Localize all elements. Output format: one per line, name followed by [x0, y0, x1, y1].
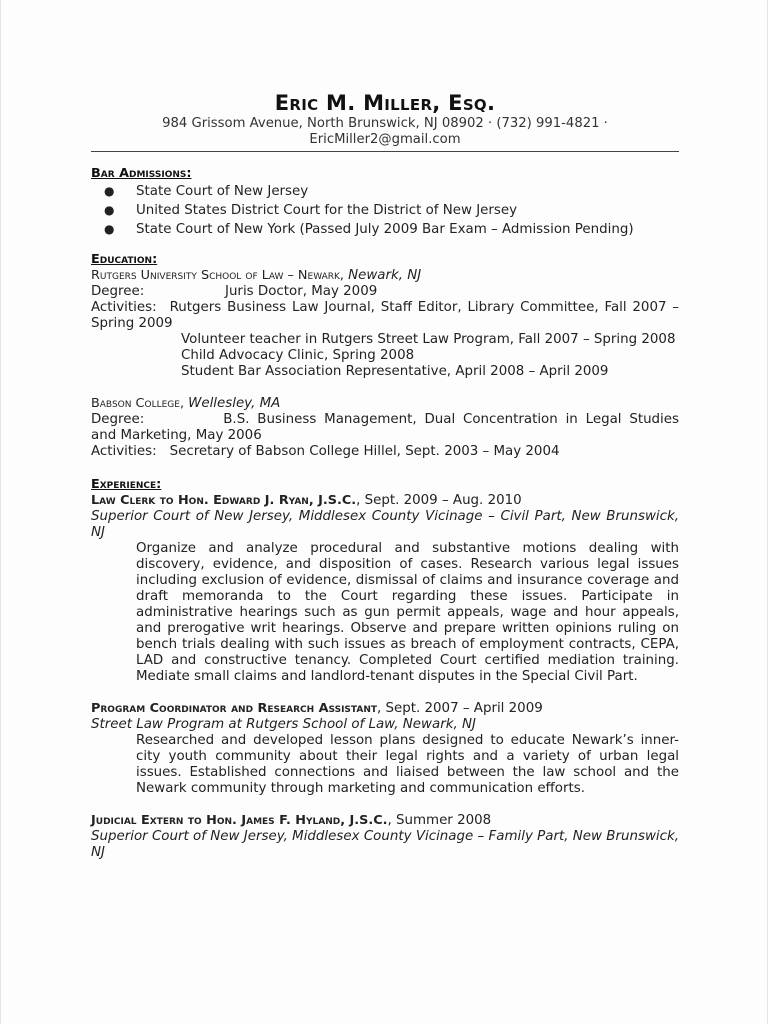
- job-organization: Superior Court of New Jersey, Middlesex County Vicinage – Civil Part, New Brunswick, NJ: [91, 509, 679, 540]
- list-item: [91, 220, 679, 239]
- activities-label: Activities:: [91, 300, 157, 315]
- activity-item: Volunteer teacher in Rutgers Street Law Program, Fall 2007 – Spring 2008: [181, 332, 676, 347]
- job-dates: , Summer 2008: [387, 813, 492, 828]
- activity-item: Child Advocacy Clinic, Spring 2008: [181, 348, 415, 363]
- bar-admissions-list: [91, 182, 679, 239]
- contact-line-address: 984 Grissom Avenue, North Brunswick, NJ 08902 · (732) 991-4821 ·: [162, 116, 608, 131]
- job-description: Researched and developed lesson plans designed to educate Newark’s inner-city youth community about their legal rights and a variety of urban legal issues. Established connections and liaised between the law school and the Newark community through marketing and communication efforts.: [136, 733, 679, 796]
- degree-label: Degree:: [91, 412, 145, 427]
- job-title: [91, 813, 679, 829]
- header-divider: [91, 151, 679, 152]
- job-organization: Street Law Program at Rutgers School of Law, Newark, NJ: [91, 717, 476, 732]
- degree-value: Juris Doctor, May 2009: [225, 284, 378, 299]
- activities-value: Rutgers Business Law Journal, Staff Editor, Library Committee, Fall 2007 – Spring 2009: [91, 300, 679, 331]
- activity-item: Student Bar Association Representative, April 2008 – April 2009: [181, 364, 609, 379]
- bullet-icon: ●: [104, 222, 115, 236]
- bar-admission-text: State Court of New Jersey: [136, 184, 309, 199]
- activities-row: [91, 300, 679, 332]
- bar-admission-text: United States District Court for the District of New Jersey: [136, 203, 518, 218]
- bullet-icon: ●: [104, 203, 115, 217]
- bar-admissions-heading: Bar Admissions:: [91, 166, 192, 181]
- degree-value: B.S. Business Management, Dual Concentration in Legal Studies and Marketing, May 2006: [91, 412, 679, 443]
- activities-label: Activities:: [91, 444, 157, 459]
- education-heading: Education:: [91, 252, 158, 267]
- degree-label: Degree:: [91, 284, 145, 299]
- job-description: Organize and analyze procedural and substantive motions dealing with discovery, evidence, and disposition of cases. Research various legal issues including exclusion of evidence, dismissal of claims and insurance coverage and draft memoranda to the Court regarding these issues. Participate in administrative hearings such as gun permit appeals, wage and hour appeals, and prerogative writ hearings. Observe and prepare written opinions ruling on bench trials dealing with such issues as breach of employment contracts, CEPA, LAD and constructive tenancy. Completed Court certified mediation training. Mediate small claims and landlord-tenant disputes in the Special Civil Part.: [136, 541, 679, 684]
- school-name: Rutgers University School of Law – Newark,: [91, 268, 344, 283]
- job-title-text: Law Clerk to Hon. Edward J. Ryan, J.S.C.: [91, 493, 357, 508]
- contact-line-email: EricMiller2@gmail.com: [309, 132, 461, 147]
- school-location: Wellesley, MA: [188, 396, 281, 411]
- school-name: Babson College,: [91, 396, 185, 411]
- resume-content: [91, 90, 679, 861]
- activities-value: Secretary of Babson College Hillel, Sept. 2003 – May 2004: [169, 444, 560, 459]
- bar-admission-text: State Court of New York (Passed July 2009 Bar Exam – Admission Pending): [136, 222, 634, 237]
- bullet-icon: ●: [104, 184, 115, 198]
- experience-heading: Experience:: [91, 477, 162, 492]
- list-item: [91, 182, 679, 201]
- job-dates: , Sept. 2007 – April 2009: [377, 701, 543, 716]
- resume-name: Eric M. Miller, Esq.: [274, 91, 496, 115]
- job-title: [91, 493, 679, 509]
- degree-row: [91, 284, 679, 300]
- school-rutgers: [91, 268, 679, 284]
- job-title-text: Program Coordinator and Research Assistant: [91, 701, 377, 716]
- list-item: [91, 201, 679, 220]
- school-babson: [91, 396, 679, 412]
- job-organization: Superior Court of New Jersey, Middlesex County Vicinage – Family Part, New Brunswick, NJ: [91, 829, 679, 860]
- job-title: [91, 701, 679, 717]
- job-title-text: Judicial Extern to Hon. James F. Hyland, J.S.C.: [91, 813, 388, 828]
- activities-row: [91, 444, 679, 460]
- degree-row: [91, 412, 679, 444]
- school-location: Newark, NJ: [348, 268, 422, 283]
- job-dates: , Sept. 2009 – Aug. 2010: [356, 493, 522, 508]
